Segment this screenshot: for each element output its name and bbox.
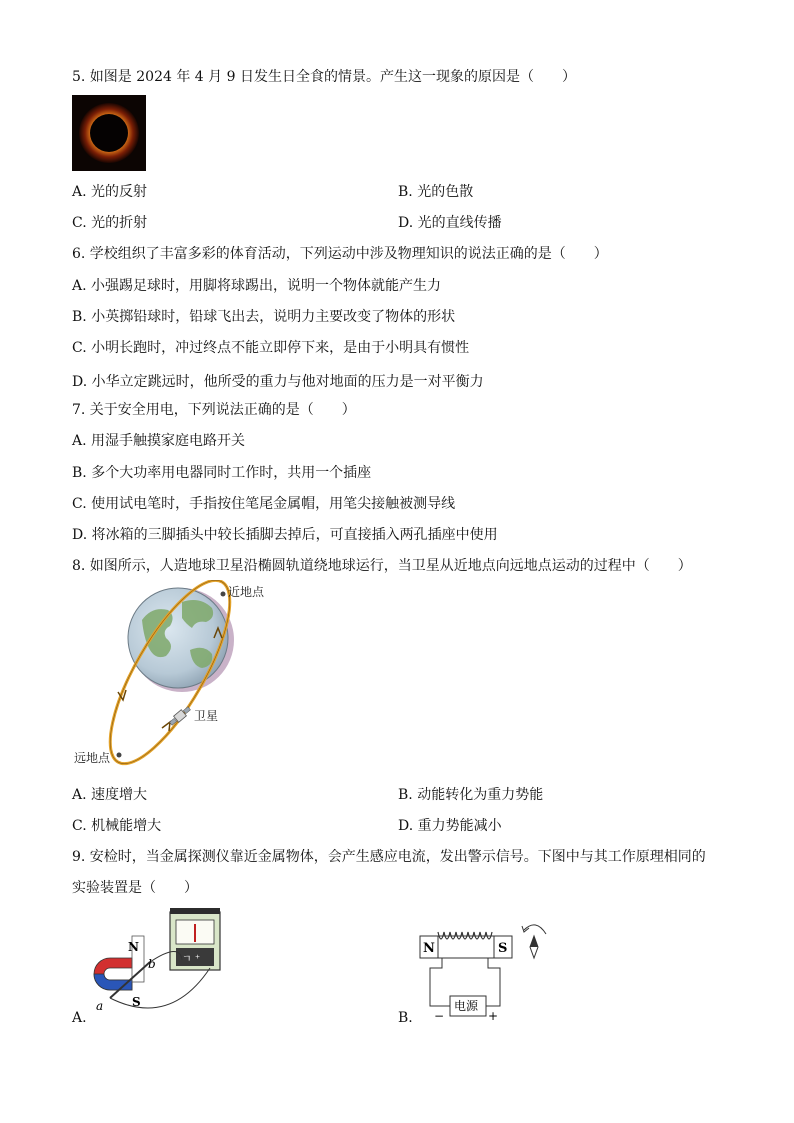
q9-figure-a [72, 906, 232, 1026]
q5-option-a: A. 光的反射 [72, 184, 148, 200]
fig-a-a-label: a [96, 999, 104, 1013]
fig-a-s-label: S [132, 995, 141, 1009]
q7-option-b: B. 多个大功率用电器同时工作时，共用一个插座 [72, 465, 372, 481]
apogee-label: 远地点 [74, 751, 111, 765]
fig-b-minus-label: − [434, 1009, 445, 1022]
q6-option-b: B. 小英掷铅球时，铅球飞出去，说明力主要改变了物体的形状 [72, 309, 456, 325]
fig-b-power-label: 电源 [454, 999, 479, 1013]
q7-option-a: A. 用湿手触摸家庭电路开关 [72, 433, 246, 449]
q8-option-c: C. 机械能增大 [72, 818, 162, 834]
fig-a-n-label: N [128, 940, 139, 954]
q5-option-d: D. 光的直线传播 [398, 215, 502, 231]
q5-stem: 5. 如图是 2024 年 4 月 9 日发生日全食的情景。产生这一现象的原因是（ ） [72, 69, 576, 85]
fig-b-s-label: S [498, 941, 508, 956]
q6-stem: 6. 学校组织了丰富多彩的体育活动，下列运动中涉及物理知识的说法正确的是（ ） [72, 246, 608, 262]
q8-option-b: B. 动能转化为重力势能 [398, 787, 544, 803]
fig-a-b-label: b [148, 957, 156, 971]
q6-option-c: C. 小明长跑时，冲过终点不能立即停下来，是由于小明具有惯性 [72, 340, 470, 356]
q9-option-b-label: B. [398, 1010, 413, 1026]
q7-stem: 7. 关于安全用电，下列说法正确的是（ ） [72, 402, 356, 418]
q6-option-a: A. 小强踢足球时，用脚将球踢出，说明一个物体就能产生力 [72, 278, 442, 294]
q6-option-d: D. 小华立定跳远时，他所受的重力与他对地面的压力是一对平衡力 [72, 374, 484, 390]
fig-b-plus-label: + [488, 1009, 499, 1022]
q7-option-c: C. 使用试电笔时，手指按住笔尾金属帽，用笔尖接触被测导线 [72, 496, 456, 512]
q9-figure-b [416, 922, 556, 1022]
solar-eclipse-image [72, 95, 146, 171]
q7-option-d: D. 将冰箱的三脚插头中较长插脚去掉后，可直接插入两孔插座中使用 [72, 527, 498, 543]
q8-option-d: D. 重力势能减小 [398, 818, 502, 834]
q9-stem-line2: 实验装置是（ ） [72, 880, 198, 896]
q8-option-a: A. 速度增大 [72, 787, 148, 803]
fig-b-n-label: N [423, 941, 435, 956]
satellite-orbit-figure [70, 580, 290, 770]
q9-option-a-label: A. [72, 1010, 87, 1026]
satellite-label: 卫星 [194, 709, 219, 723]
q5-option-c: C. 光的折射 [72, 215, 148, 231]
perigee-label: 近地点 [228, 585, 265, 599]
svg-text:ㄱ ⁺: ㄱ ⁺ [182, 954, 201, 965]
q8-stem: 8. 如图所示，人造地球卫星沿椭圆轨道绕地球运行，当卫星从近地点向远地点运动的过程中（ ） [72, 558, 692, 574]
q5-option-b: B. 光的色散 [398, 184, 474, 200]
q9-stem-line1: 9. 安检时，当金属探测仪靠近金属物体，会产生感应电流，发出警示信号。下图中与其工作原理相同的 [72, 849, 706, 865]
